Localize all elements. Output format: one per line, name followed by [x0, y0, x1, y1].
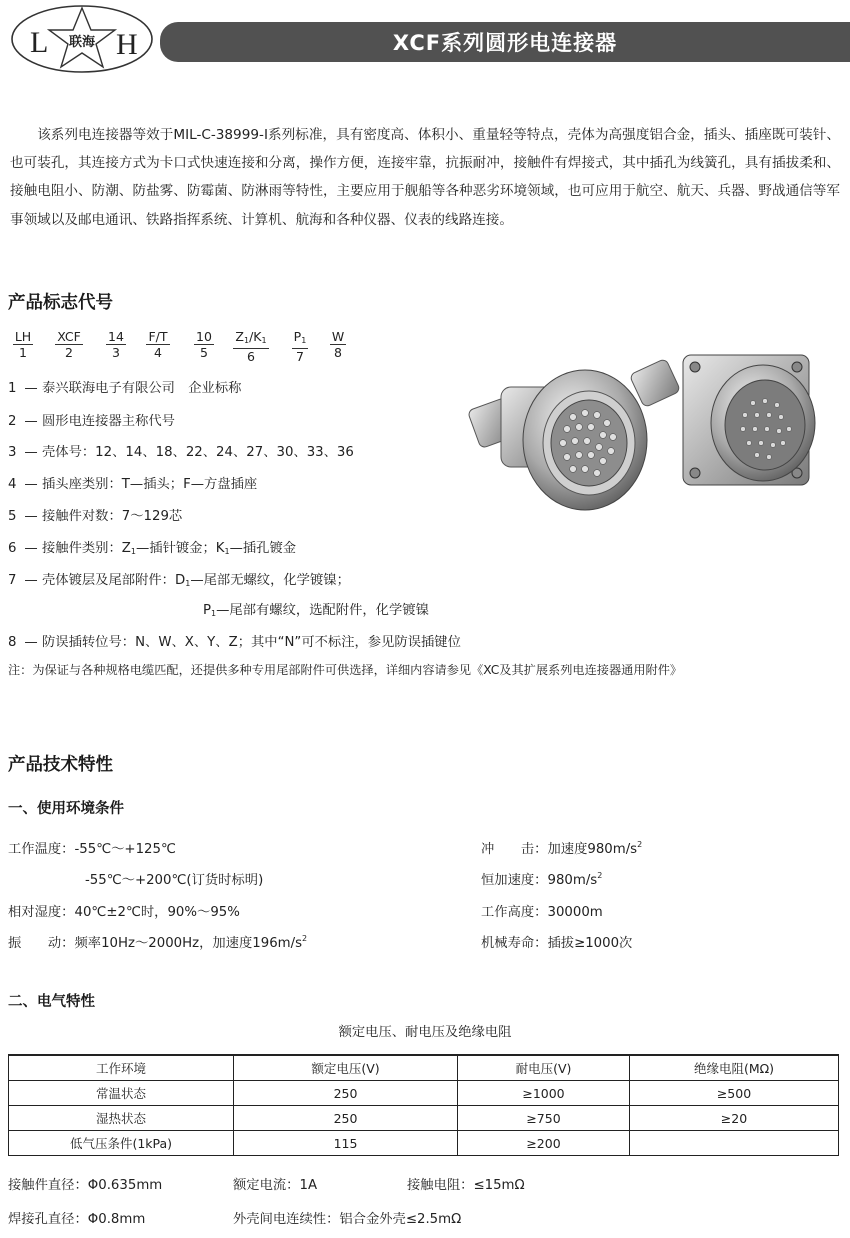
- column-header: 工作环境: [9, 1055, 234, 1081]
- code-index: 8: [334, 345, 342, 360]
- code-definition: 4 — 插头座类别：T—插头；F—方盘插座: [8, 477, 258, 492]
- code-value: W: [331, 329, 345, 344]
- column-header: 绝缘电阻(MΩ): [630, 1055, 839, 1081]
- env-spec: 机械寿命：插拔≥1000次: [481, 936, 633, 951]
- code-index: 2: [65, 345, 73, 360]
- contact-diameter: 接触件直径：Φ0.635mm: [8, 1178, 163, 1193]
- contact-resistance: 接触电阻：≤15mΩ: [407, 1178, 525, 1193]
- column-header: 耐电压(V): [458, 1055, 630, 1081]
- table-row: [9, 1106, 839, 1131]
- code-value: $P_1$: [292, 329, 309, 349]
- logo-letter-h: H: [116, 28, 138, 61]
- code-item: [326, 329, 350, 361]
- table-cell: 常温状态: [9, 1081, 234, 1106]
- code-definition: 5 — 接触件对数：7～129芯: [8, 509, 183, 524]
- code-item: [50, 329, 88, 361]
- table-cell: ≥20: [630, 1106, 839, 1131]
- table-header-row: [9, 1055, 839, 1081]
- table-cell: 湿热状态: [9, 1106, 234, 1131]
- table-cell: ≥200: [458, 1131, 630, 1156]
- company-logo: [8, 2, 158, 76]
- code-value: F/T: [148, 329, 168, 344]
- code-value: 14: [108, 329, 124, 344]
- code-definition: 6 — 接触件类别：$Z_1—$插针镀金；$K_1—$插孔镀金: [8, 541, 297, 556]
- code-value: $Z_1/K_1$: [233, 329, 268, 349]
- tech-heading: 产品技术特性: [8, 755, 113, 775]
- table-cell: [630, 1131, 839, 1156]
- table-caption: 额定电压、耐电压及绝缘电阻: [338, 1025, 512, 1040]
- code-value: LH: [14, 329, 32, 344]
- code-value: 10: [196, 329, 212, 344]
- connector-photo: [465, 345, 845, 525]
- table-cell: 低气压条件(1kPa): [9, 1131, 234, 1156]
- code-definition: 8 — 防误插转位号：N、W、X、Y、Z；其中“N”可不标注，参见防误插键位: [8, 635, 461, 650]
- env-spec: 工作温度：-55℃～+125℃: [8, 842, 176, 857]
- code-index: 4: [154, 345, 162, 360]
- logo-text: 联海: [68, 35, 96, 50]
- logo-letter-l: L: [30, 26, 49, 59]
- code-index: 7: [296, 349, 304, 364]
- code-index: 6: [247, 349, 255, 364]
- plug-connector-image: [467, 370, 647, 510]
- title-bar: [160, 22, 850, 62]
- env-spec: 工作高度：30000m: [481, 905, 603, 920]
- code-item: [8, 329, 38, 361]
- table-row: [9, 1081, 839, 1106]
- env-spec: 振 动：频率10Hz～2000Hz，加速度$196m/s^2$: [8, 934, 308, 951]
- column-header: 额定电压(V): [234, 1055, 458, 1081]
- receptacle-connector-image: [629, 355, 815, 485]
- env-spec: 相对湿度：40℃±2℃时，90%～95%: [8, 905, 240, 920]
- table-cell: 250: [234, 1106, 458, 1131]
- code-index: 5: [200, 345, 208, 360]
- code-definition: 7 — 壳体镀层及尾部附件：$D_1—$尾部无螺纹，化学镀镍；: [8, 573, 350, 588]
- code-definition-continuation: $P_1—$尾部有螺纹，选配附件，化学镀镍: [203, 603, 429, 618]
- table-cell: ≥500: [630, 1081, 839, 1106]
- code-index: 1: [19, 345, 27, 360]
- shell-continuity: 外壳间电连续性：铝合金外壳≤2.5mΩ: [233, 1212, 462, 1227]
- env-spec: 恒加速度：$980m/s^2$: [481, 871, 603, 888]
- electrical-spec-table: [8, 1054, 839, 1156]
- code-value: XCF: [57, 329, 81, 344]
- code-index: 3: [112, 345, 120, 360]
- table-cell: 250: [234, 1081, 458, 1106]
- code-definition: 1 — 泰兴联海电子有限公司 企业标称: [8, 381, 242, 396]
- code-item: [228, 329, 274, 365]
- footnote: 注：为保证与各种规格电缆匹配，还提供多种专用尾部附件可供选择，详细内容请参见《XC及其扩展系列电连接器通用附件》: [8, 663, 683, 677]
- env-spec: 冲 击：加速度$980m/s^2$: [481, 840, 643, 857]
- elec-heading: 二、电气特性: [8, 994, 95, 1010]
- rated-current: 额定电流：1A: [233, 1178, 318, 1193]
- table-row: [9, 1131, 839, 1156]
- table-cell: 115: [234, 1131, 458, 1156]
- solder-hole-diameter: 焊接孔直径：Φ0.8mm: [8, 1212, 146, 1227]
- code-definition: 2 — 圆形电连接器主称代号: [8, 414, 175, 429]
- page-title: XCF系列圆形电连接器: [392, 31, 618, 55]
- intro-paragraph: 该系列电连接器等效于MIL-C-38999-Ⅰ系列标准，具有密度高、体积小、重量轻等特点，壳体为高强度铝合金，插头、插座既可装针、也可装孔，其连接方式为卡口式快速连接和分离，操作方便，连接牢靠，抗振耐冲，接触件有焊接式，其中插孔为线簧孔，具有插拔柔和、接触电阻小、防潮、防盐雾、防霉菌、防淋雨等特性，主要应用于舰船等各种恶劣环境领域，也可应用于航空、航天、兵器、野战通信等军事领域以及邮电通讯、铁路指挥系统、计算机、航海和各种仪器、仪表的线路连接。: [10, 127, 840, 228]
- code-item: [102, 329, 130, 361]
- code-item: [288, 329, 312, 365]
- env-heading: 一、使用环境条件: [8, 801, 124, 817]
- code-item: [190, 329, 218, 361]
- env-spec: -55℃～+200℃(订货时标明): [85, 873, 264, 888]
- code-item: [140, 329, 176, 361]
- product-code-heading: 产品标志代号: [8, 293, 113, 313]
- table-cell: ≥1000: [458, 1081, 630, 1106]
- table-cell: ≥750: [458, 1106, 630, 1131]
- code-definition: 3 — 壳体号：12、14、18、22、24、27、30、33、36: [8, 445, 354, 460]
